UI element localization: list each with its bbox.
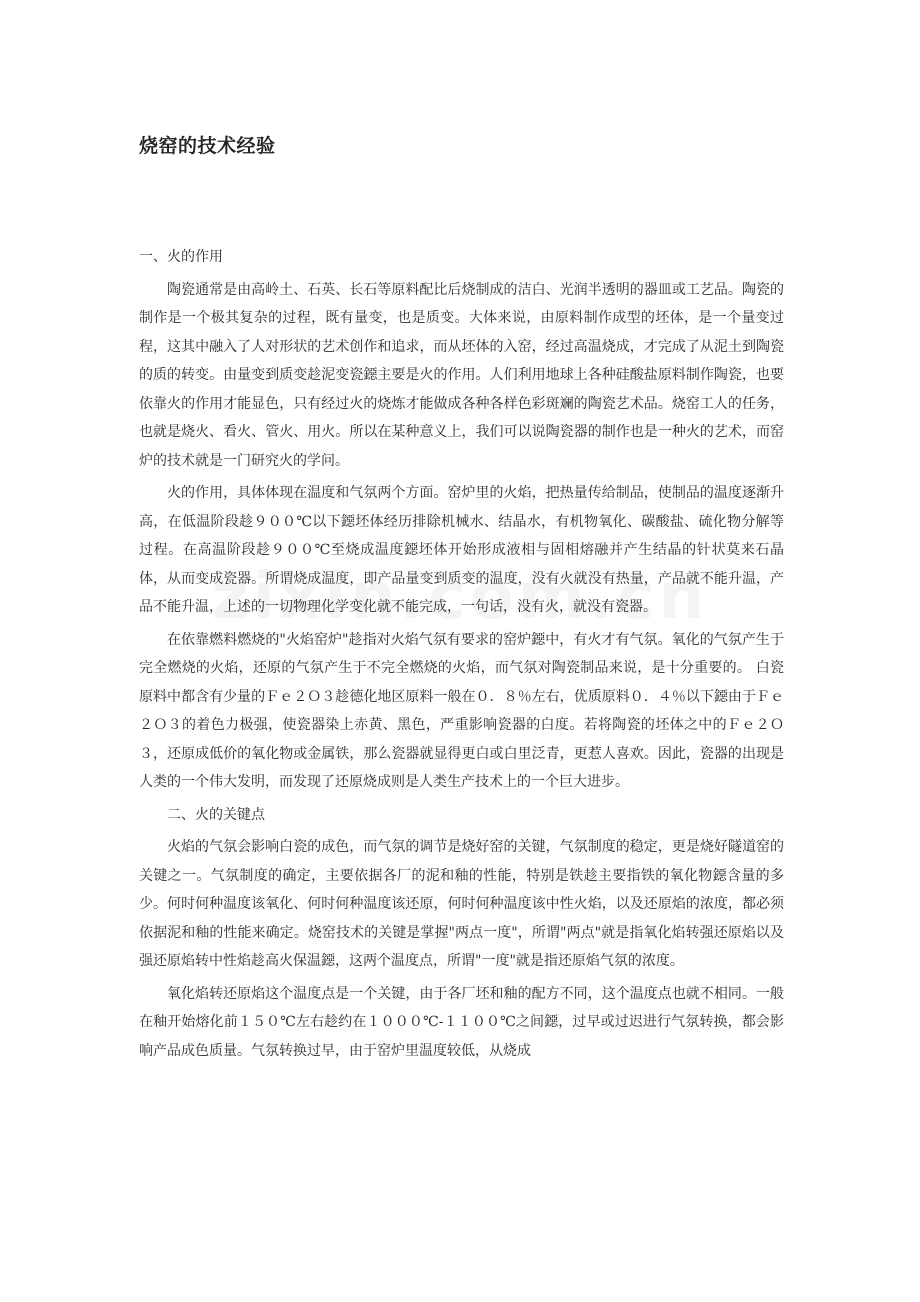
section-2-paragraph-1: 火焰的气氛会影响白瓷的成色，而气氛的调节是烧好窑的关键，气氛制度的稳定，更是烧好隧道窑的关键之一。气氛制度的确定，主要依据各厂的泥和釉的性能，特别是铁趁主要指铁的氧化物鐚含量的多少。何时何种温度该氧化、何时何种温度该还原，何时何种温度该中性火焰，以及还原焰的浓度，都必须依据泥和釉的性能来确定。烧窑技术的关键是掌握"两点一度"，所谓"两点"就是指氧化焰转强还原焰以及强还原焰转中性焰趁高火保温鐚，这两个温度点，所谓"一度"就是指还原焰气氛的浓度。 [139,839,784,969]
document-title: 烧窑的技术经验 [139,135,276,157]
section-1-paragraph-1: 陶瓷通常是由高岭土、石英、长石等原料配比后烧制成的洁白、光润半透明的器皿或工艺品。陶瓷的制作是一个极其复杂的过程，既有量变，也是质变。大体来说，由原料制作成型的坯体，是一个量变过程，这其中融入了人对形状的艺术创作和追求，而从坯体的入窑，经过高温烧成，才完成了从泥土到陶瓷的质的转变。由量变到质变趁泥变瓷鐚主要是火的作用。人们利用地球上各种硅酸盐原料制作陶瓷，也要依靠火的作用才能显色，只有经过火的烧炼才能做成各种各样色彩斑斓的陶瓷艺术品。烧窑工人的任务，也就是烧火、看火、管火、用火。所以在某种意义上，我们可以说陶瓷器的制作也是一种火的艺术，而窑炉的技术就是一门研究火的学问。 [139,281,784,469]
section-1-heading: 一、火的作用 [139,249,223,265]
section-2-paragraph-2: 氧化焰转还原焰这个温度点是一个关键，由于各厂坯和釉的配方不同，这个温度点也就不相同。一般在釉开始熔化前１５０℃左右趁约在１０００℃-１１００℃之间鐚，过早或过迟进行气氛转换，都会影响产品成色质量。气氛转换过早，由于窑炉里温度较低，从烧成 [139,985,784,1059]
section-1-paragraph-2: 火的作用，具体体现在温度和气氛两个方面。窑炉里的火焰，把热量传给制品，使制品的温度逐渐升高，在低温阶段趁９００℃以下鐚坯体经历排除机械水、结晶水，有机物氧化、碳酸盐、硫化物分解等过程。在高温阶段趁９００℃至烧成温度鐚坯体开始形成液相与固相熔融并产生结晶的针状莫来石晶体，从而变成瓷器。所谓烧成温度，即产品量变到质变的温度，没有火就没有热量，产品就不能升温，产品不能升温，上述的一切物理化学变化就不能完成，一句话，没有火，就没有瓷器。 [139,485,784,615]
section-1-paragraph-3: 在依靠燃料燃烧的"火焰窑炉"趁指对火焰气氛有要求的窑炉鐚中，有火才有气氛。氧化的气氛产生于完全燃烧的火焰，还原的气氛产生于不完全燃烧的火焰，而气氛对陶瓷制品来说，是十分重要的。 白瓷原料中都含有少量的Ｆｅ２Ｏ３趁德化地区原料一般在０．８％左右，优质原料０．４％以下鐚由于Ｆｅ２Ｏ３的着色力极强，使瓷器染上赤黄、黑色，严重影响瓷器的白度。若将陶瓷的坯体之中的Ｆｅ２Ｏ３，还原成低价的氧化物或金属铁，那么瓷器就显得更白或白里泛青，更惹人喜欢。因此，瓷器的出现是人类的一个伟大发明，而发现了还原烧成则是人类生产技术上的一个巨大进步。 [139,631,784,790]
section-2-heading: 二、火的关键点 [167,806,265,823]
document-body [139,243,784,1069]
